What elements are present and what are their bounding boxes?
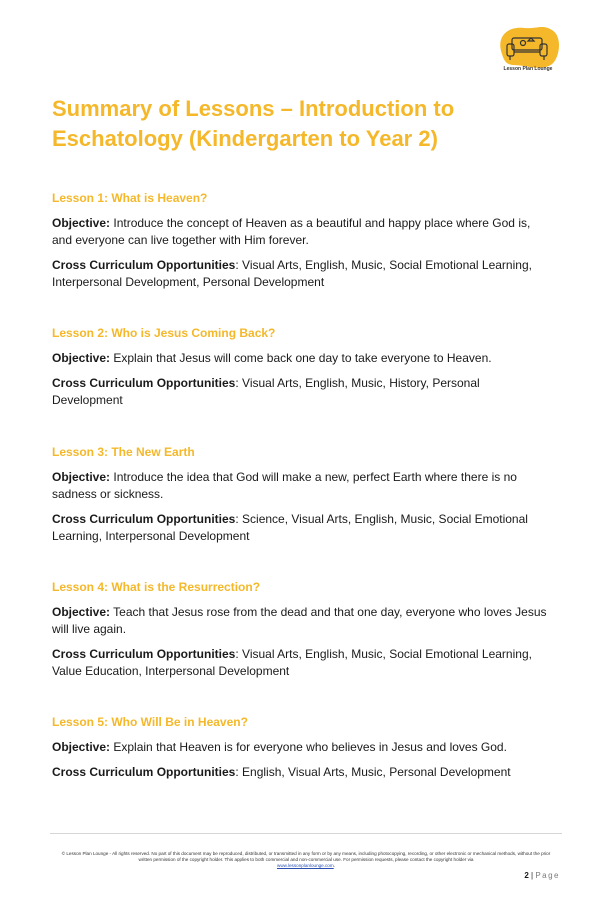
lesson-cross-curriculum: Cross Curriculum Opportunities: English, Visual Arts, Music, Personal Development (52, 765, 511, 779)
cross-curriculum-label: Cross Curriculum Opportunities (52, 647, 236, 661)
cross-curriculum-label: Cross Curriculum Opportunities (52, 512, 236, 526)
objective-text: Teach that Jesus rose from the dead and that one day, everyone who loves Jesus will live again. (52, 605, 547, 636)
lesson-objective (52, 350, 552, 367)
website-link[interactable]: www.lessonplanlounge.com (277, 863, 334, 868)
lesson-objective (52, 215, 552, 249)
objective-label: Objective: (52, 740, 111, 754)
objective-label: Objective: (52, 216, 111, 230)
cross-curriculum-label: Cross Curriculum Opportunities (52, 376, 236, 390)
page-label: Page (535, 871, 560, 880)
page-number (524, 871, 560, 880)
objective-text: Explain that Jesus will come back one day to take everyone to Heaven. (113, 351, 492, 365)
page-number-separator: | (531, 871, 534, 880)
lesson-5-section (52, 715, 552, 789)
objective-text: Introduce the idea that God will make a new, perfect Earth where there is no sadness or sickness. (52, 470, 517, 501)
cross-curriculum-label: Cross Curriculum Opportunities (52, 765, 236, 779)
lesson-heading: Lesson 3: The New Earth (52, 445, 195, 459)
lesson-heading: Lesson 2: Who is Jesus Coming Back? (52, 326, 276, 340)
lesson-2-section (52, 326, 552, 417)
objective-label: Objective: (52, 470, 111, 484)
cross-curriculum-text: English, Visual Arts, Music, Personal Development (242, 765, 511, 779)
cross-curriculum-text: Visual Arts, English, Music, Social Emotional Learning, Interpersonal Development, Personal Development (52, 258, 532, 289)
cross-curriculum-text: Visual Arts, English, Music, History, Personal Development (52, 376, 480, 407)
cross-curriculum-text: Visual Arts, English, Music, Social Emotional Learning, Value Education, Interpersonal Development (52, 647, 532, 678)
lesson-cross-curriculum: Cross Curriculum Opportunities: Visual Arts, English, Music, History, Personal Development (52, 376, 480, 407)
lesson-objective (52, 739, 552, 756)
lesson-objective (52, 604, 552, 638)
cross-curriculum-text: Science, Visual Arts, English, Music, Social Emotional Learning, Interpersonal Development (52, 512, 528, 543)
lesson-3-section (52, 445, 552, 553)
lesson-cross-curriculum: Cross Curriculum Opportunities: Science, Visual Arts, English, Music, Social Emotional Learning, Interpersonal Development (52, 512, 528, 543)
lesson-heading: Lesson 5: Who Will Be in Heaven? (52, 715, 248, 729)
objective-text: Introduce the concept of Heaven as a beautiful and happy place where God is, and everyone can live together with Him forever. (52, 216, 531, 247)
lesson-cross-curriculum: Cross Curriculum Opportunities: Visual Arts, English, Music, Social Emotional Learning, Value Education, Interpersonal Development (52, 647, 532, 678)
lesson-heading: Lesson 1: What is Heaven? (52, 191, 208, 205)
footer-divider (50, 833, 562, 834)
page-title: Summary of Lessons – Introduction to Eschatology (Kindergarten to Year 2) (52, 96, 455, 151)
objective-text: Explain that Heaven is for everyone who believes in Jesus and loves God. (113, 740, 507, 754)
logo-text: Lesson Plan Lounge (503, 66, 553, 72)
lesson-objective (52, 469, 552, 503)
objective-label: Objective: (52, 605, 111, 619)
page-number-value: 2 (524, 871, 529, 880)
cross-curriculum-label: Cross Curriculum Opportunities (52, 258, 236, 272)
copyright-text: © Lesson Plan Lounge - All rights reserved. No part of this document may be reproduced, distributed, or transmitted in any form or by any means, including photocopying, recording, or other electronic or mechanical methods, without the prior written permission of the copyright holder. This applies to both commercial and non-commercial use. For permission requests, please contact the copyright holder via (61, 851, 551, 862)
lesson-cross-curriculum: Cross Curriculum Opportunities: Visual Arts, English, Music, Social Emotional Learning, Interpersonal Development, Personal Development (52, 258, 532, 289)
lesson-heading: Lesson 4: What is the Resurrection? (52, 580, 261, 594)
lesson-1-section (52, 191, 552, 299)
footer-copyright: © Lesson Plan Lounge - All rights reserved. No part of this document may be reproduced, distributed, or transmitted in any form or by any means, including photocopying, recording, or other electronic or mechanical methods, without the prior written permission of the copyright holder. This applies to both commercial and non-commercial use. For permission requests, please contact the copyright holder via www.lessonplanlounge.com. (61, 851, 551, 868)
lesson-4-section (52, 580, 552, 688)
objective-label: Objective: (52, 351, 111, 365)
